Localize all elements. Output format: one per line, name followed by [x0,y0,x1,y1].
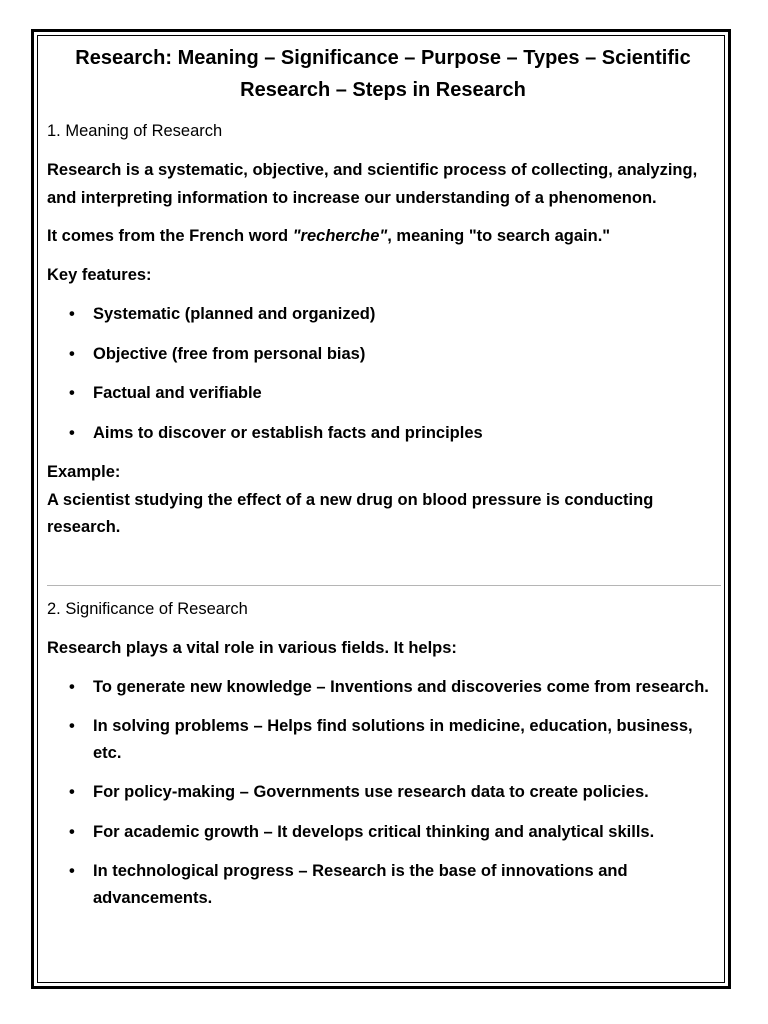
significance-intro: Research plays a vital role in various fields. It helps: [47,638,457,657]
bullet-icon: • [69,423,75,442]
significance-list [47,674,723,912]
bullet-icon: • [69,344,75,363]
origin-text-before: It comes from the French word [47,227,293,245]
list-item [47,380,723,407]
document-title: Research: Meaning – Significance – Purpose – Types – Scientific Research – Steps in Research [75,47,691,101]
key-features-list [47,301,723,447]
document-body [47,42,723,912]
feature-text: Factual and verifiable [93,384,262,402]
list-item [47,713,723,767]
origin-french-word: "recherche" [292,227,388,245]
significance-text: For policy-making – Governments use research data to create policies. [93,783,649,801]
bullet-icon: • [69,862,75,880]
significance-text: To generate new knowledge – Inventions and discoveries come from research. [93,678,709,696]
section-2-heading: 2. Significance of Research [47,599,248,618]
origin-text-after: , meaning "to search again." [387,227,611,245]
feature-text: Objective (free from personal bias) [93,344,366,363]
section-1-heading: 1. Meaning of Research [47,122,223,140]
divider-spacer [47,542,723,596]
research-definition: Research is a systematic, objective, and scientific process of collecting, analyzing, and interpreting information to increase our understanding of a phenomenon. [47,161,698,207]
significance-text: In technological progress – Research is the base of innovations and advancements. [93,862,628,907]
list-item [47,819,723,846]
list-item [47,341,723,368]
research-origin [47,223,723,251]
list-item [47,779,723,806]
bullet-icon: • [69,783,75,801]
list-item [47,674,723,701]
bullet-icon: • [69,717,75,735]
example-label: Example: [47,463,121,481]
bullet-icon: • [69,822,75,841]
bullet-icon: • [69,384,75,402]
feature-text: Systematic (planned and organized) [93,305,376,323]
list-item [47,858,723,912]
key-features-label: Key features: [47,265,152,284]
list-item [47,301,723,328]
list-item [47,420,723,447]
section-divider [47,585,721,586]
bullet-icon: • [69,678,75,696]
feature-text: Aims to discover or establish facts and principles [93,423,483,442]
bullet-icon: • [69,305,75,323]
significance-text: In solving problems – Helps find solutions in medicine, education, business, etc. [93,717,693,762]
example-text: A scientist studying the effect of a new drug on blood pressure is conducting research. [47,490,654,536]
significance-text: For academic growth – It develops critical thinking and analytical skills. [93,822,655,841]
